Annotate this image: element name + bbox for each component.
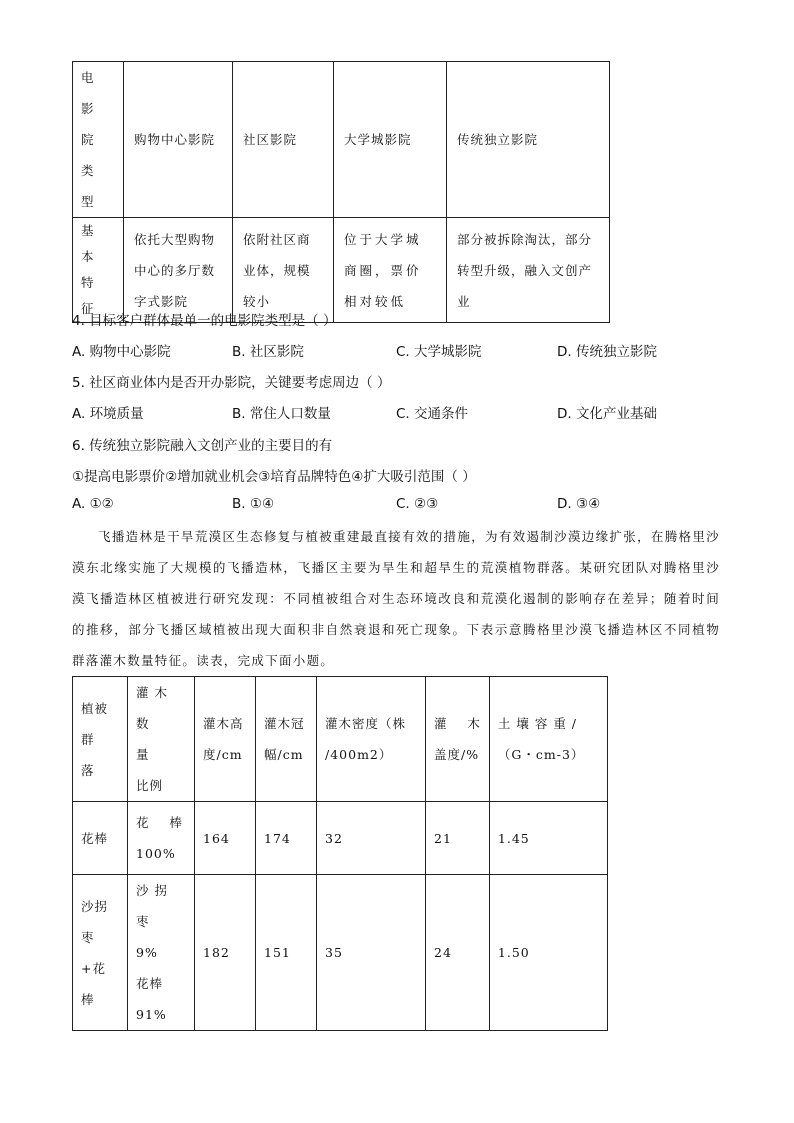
table1-col-independent: 传统独立影院 [447, 62, 610, 218]
q6-stem: 6. 传统独立影院融入文创产业的主要目的有 [72, 438, 333, 454]
row2-soil: 1.50 [489, 875, 607, 1031]
q6-option-c[interactable]: C. ②③ [396, 496, 439, 512]
row2-community: 沙拐枣 +花棒 [73, 875, 128, 1031]
row1-soil: 1.45 [489, 802, 607, 875]
header-soil: 土 壤 容 重 / （G・cm-3） [489, 677, 607, 802]
cinema-types-table [72, 61, 610, 323]
row1-cover: 21 [426, 802, 490, 875]
passage: 飞播造林是干旱荒漠区生态修复与植被重建最直接有效的措施，为有效遏制沙漠边缘扩张，在腾格里沙漠东北缘实施了大规模的飞播造林，飞播区主要为旱生和超旱生的荒漠植物群落。某研究团队对腾格里沙漠飞播造林区植被进行研究发现：不同植被组合对生态环境改良和荒漠化遏制的影响存在差异；随着时间的推移，部分飞播区域植被出现大面积非自然衰退和死亡现象。下表示意腾格里沙漠飞播造林区不同植物群落灌木数量特征。读表，完成下面小题。 [72, 529, 720, 668]
shrub-table [72, 676, 608, 1031]
q4-option-b[interactable]: B. 社区影院 [232, 344, 304, 360]
q4-option-c[interactable]: C. 大学城影院 [396, 344, 482, 360]
header-density: 灌木密度（株 /400m2） [317, 677, 426, 802]
row1-density: 32 [317, 802, 426, 875]
row2-cover: 24 [426, 875, 490, 1031]
row1-crown: 174 [256, 802, 317, 875]
q5-option-c[interactable]: C. 交通条件 [396, 406, 469, 422]
row2-ratio: 沙 拐 枣 9% 花棒91% [128, 875, 195, 1031]
q6-option-d[interactable]: D. ③④ [557, 496, 601, 512]
q6-option-b[interactable]: B. ①④ [232, 496, 275, 512]
q4-option-d[interactable]: D. 传统独立影院 [557, 344, 657, 360]
campus-feature: 位于大学城商圈，票价相对较低 [334, 218, 447, 323]
q5-option-b[interactable]: B. 常住人口数量 [232, 406, 331, 422]
q4-option-a[interactable]: A. 购物中心影院 [72, 344, 171, 360]
mall-feature: 依托大型购物中心的多厅数字式影院 [124, 218, 233, 323]
q4-stem: 4. 目标客户群体最单一的电影院类型是（ ） [72, 313, 337, 329]
q6-sub: ①提高电影票价②增加就业机会③培育品牌特色④扩大吸引范围（ ） [72, 469, 476, 485]
table1-col-campus: 大学城影院 [334, 62, 447, 218]
row2-crown: 151 [256, 875, 317, 1031]
header-cover: 灌 木 盖度/% [426, 677, 490, 802]
header-crown: 灌木冠 幅/cm [256, 677, 317, 802]
q5-option-d[interactable]: D. 文化产业基础 [557, 406, 657, 422]
cinema-type-header: 电影院类型 [73, 62, 124, 218]
q6-option-a[interactable]: A. ①② [72, 496, 114, 512]
header-ratio: 灌 木 数 量 比例 [128, 677, 195, 802]
header-height: 灌木高 度/cm [195, 677, 256, 802]
q5-option-a[interactable]: A. 环境质量 [72, 406, 144, 422]
table1-col-community: 社区影院 [233, 62, 334, 218]
row2-density: 35 [317, 875, 426, 1031]
basic-features-label: 基本特征 [73, 218, 124, 323]
row1-ratio: 花 棒 100% [128, 802, 195, 875]
community-feature: 依附社区商业体，规模较小 [233, 218, 334, 323]
q5-stem: 5. 社区商业体内是否开办影院，关键要考虑周边（ ） [72, 375, 391, 391]
row1-height: 164 [195, 802, 256, 875]
row1-community: 花棒 [73, 802, 128, 875]
independent-feature: 部分被拆除淘汰，部分转型升级，融入文创产业 [447, 218, 610, 323]
row2-height: 182 [195, 875, 256, 1031]
header-community: 植被群 落 [73, 677, 128, 802]
table1-col-mall: 购物中心影院 [124, 62, 233, 218]
